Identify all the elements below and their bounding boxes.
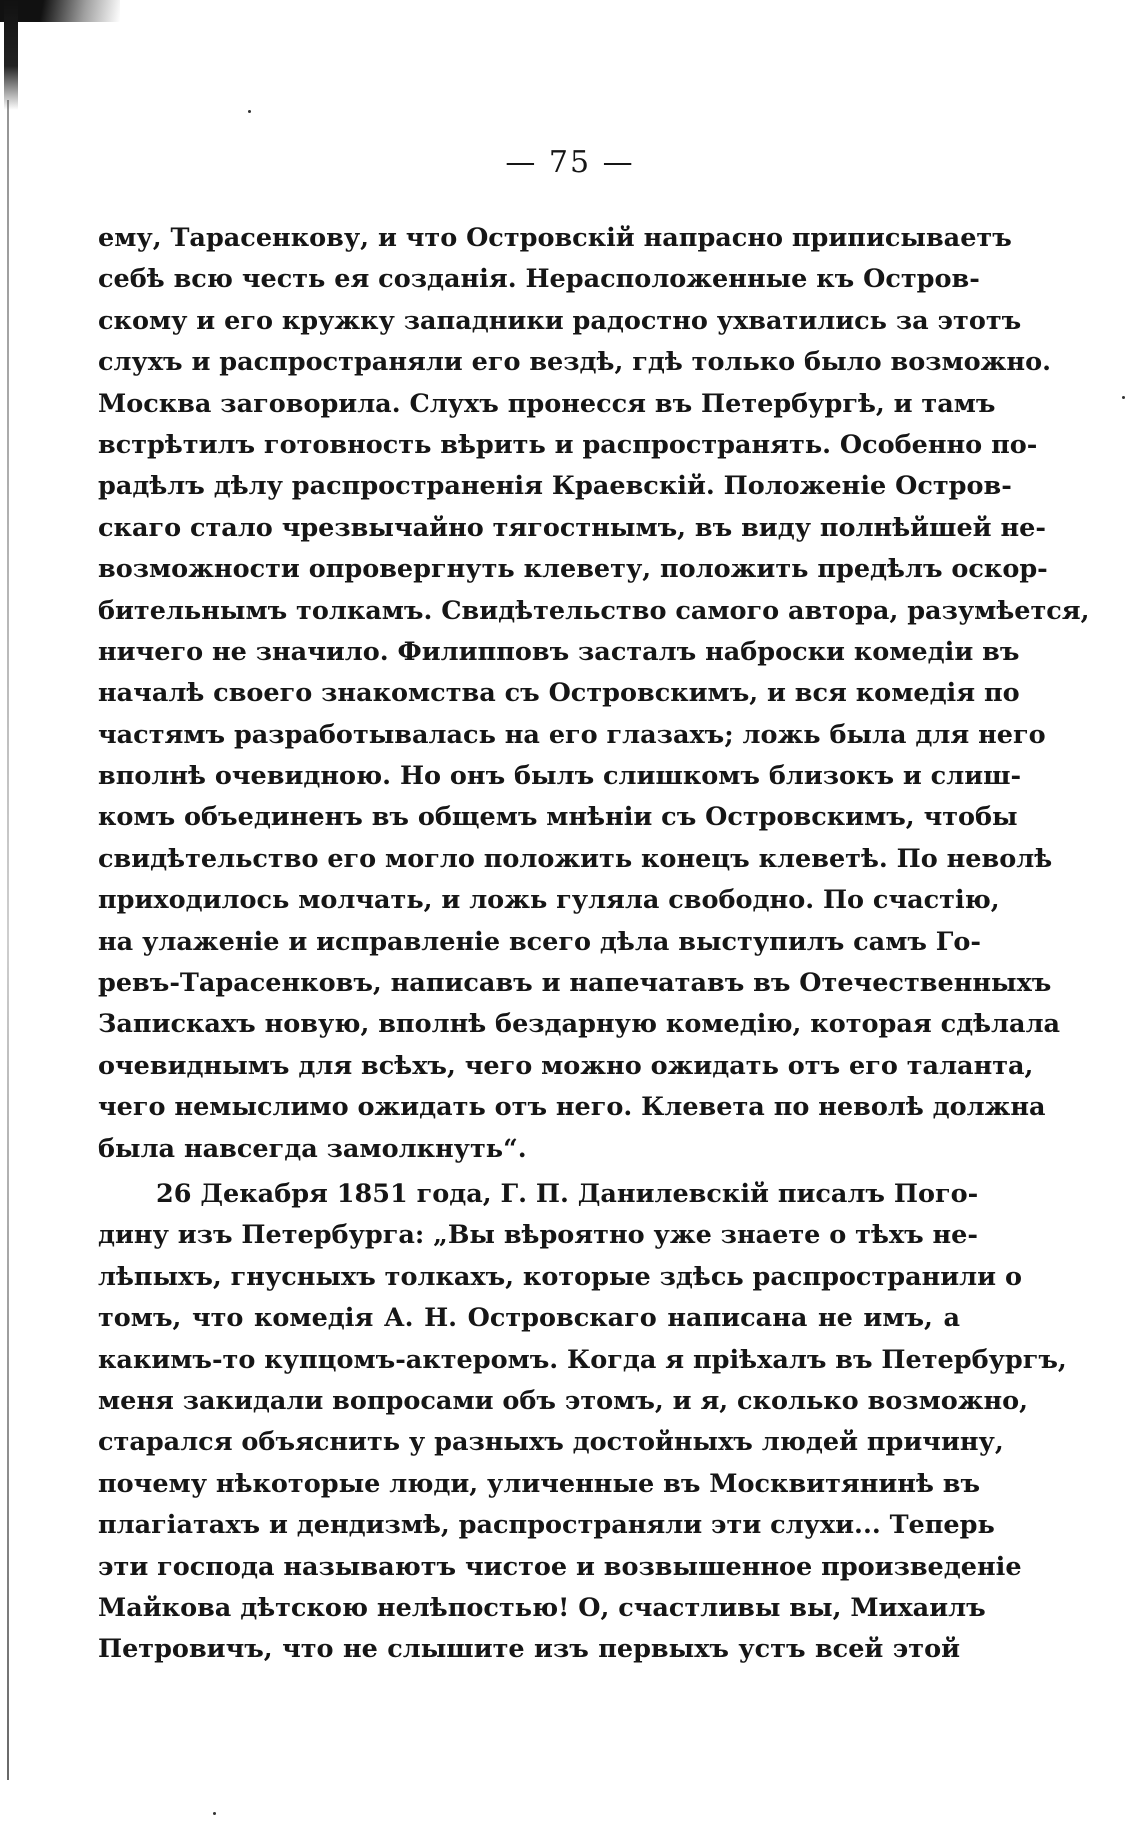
text-line: ничего не значило. Филипповъ засталъ наброски комедіи въ	[98, 636, 1020, 667]
text-line: ревъ-Тарасенковъ, написавъ и напечатавъ въ Отечественныхъ	[98, 968, 1052, 999]
text-line: приходилось молчать, и ложь гуляла свободно. По счастію,	[98, 885, 1000, 916]
text-line: 26 Декабря 1851 года, Г. П. Данилевскій писалъ Пого-	[156, 1178, 979, 1209]
text-line: бительнымъ толкамъ. Свидѣтельство самого автора, разумѣется,	[98, 595, 1090, 626]
body-text	[98, 218, 1090, 1671]
paragraph-2	[98, 1174, 1067, 1671]
text-line: радѣлъ дѣлу распространенія Краевскій. Положеніе Остров-	[98, 471, 1012, 502]
text-line: была навсегда замолкнуть“.	[98, 1133, 527, 1164]
page-number: — 75 —	[505, 145, 635, 180]
text-line: скому и его кружку западники радостно ухватились за этотъ	[98, 305, 1022, 336]
scan-speck	[213, 1812, 216, 1815]
text-line: частямъ разработывалась на его глазахъ; ложь была для него	[98, 719, 1046, 750]
text-line: слухъ и распространяли его вездѣ, гдѣ только было возможно.	[98, 347, 1051, 378]
text-line: началѣ своего знакомства съ Островскимъ, и вся комедія по	[98, 678, 1020, 709]
text-line: почему нѣкоторые люди, уличенные въ Москвитянинѣ въ	[98, 1468, 981, 1499]
text-line: себѣ всю честь ея созданія. Нерасположенные къ Остров-	[98, 264, 980, 295]
text-line: очевиднымъ для всѣхъ, чего можно ожидать отъ его таланта,	[98, 1050, 1034, 1081]
text-line: Майкова дѣтскою нелѣпостью! О, счастливы вы, Михаилъ	[98, 1592, 986, 1623]
text-line: лѣпыхъ, гнусныхъ толкахъ, которые здѣсь распространили о	[98, 1261, 1022, 1292]
text-line: чего немыслимо ожидать отъ него. Клевета по неволѣ должна	[98, 1092, 1046, 1123]
text-line: Петровичъ, что не слышите изъ первыхъ устъ всей этой	[98, 1634, 960, 1665]
text-line: томъ, что комедія А. Н. Островскаго написана не имъ, а	[98, 1303, 960, 1334]
scan-margin-line	[7, 100, 9, 1780]
scan-speck	[248, 110, 251, 113]
text-line: комъ объединенъ въ общемъ мнѣніи съ Островскимъ, чтобы	[98, 802, 1018, 833]
text-line: ему, Тарасенкову, и что Островскій напрасно приписываетъ	[98, 223, 1012, 253]
text-line: дину изъ Петербурга: „Вы вѣроятно уже знаете о тѣхъ не-	[98, 1220, 978, 1251]
text-line: Запискахъ новую, вполнѣ бездарную комедію, которая сдѣлала	[98, 1009, 1061, 1040]
text-line: эти господа называютъ чистое и возвышенное произведеніе	[98, 1551, 1022, 1582]
text-line: Москва заговорила. Слухъ пронесся въ Петербургѣ, и тамъ	[98, 388, 996, 419]
text-line: скаго стало чрезвычайно тягостнымъ, въ виду полнѣйшей не-	[98, 512, 1046, 543]
scan-edge-artifact	[0, 0, 120, 22]
scan-speck	[1122, 396, 1125, 399]
text-line: возможности опровергнуть клевету, положить предѣлъ оскор-	[98, 554, 1048, 585]
text-line: старался объяснить у разныхъ достойныхъ людей причину,	[98, 1427, 1004, 1458]
scan-edge-artifact	[4, 0, 18, 110]
text-line: свидѣтельство его могло положить конецъ клеветѣ. По неволѣ	[98, 843, 1053, 874]
text-line: меня закидали вопросами объ этомъ, и я, сколько возможно,	[98, 1385, 1029, 1416]
text-line: вполнѣ очевидною. Но онъ былъ слишкомъ близокъ и слиш-	[98, 761, 1022, 792]
text-line: на улаженіе и исправленіе всего дѣла выступилъ самъ Го-	[98, 926, 981, 957]
text-line: встрѣтилъ готовность вѣрить и распространять. Особенно по-	[98, 429, 1038, 460]
paragraph-1	[98, 218, 1090, 1170]
text-line: какимъ-то купцомъ-актеромъ. Когда я пріѣхалъ въ Петербургъ,	[98, 1344, 1067, 1375]
text-line: плагіатахъ и дендизмѣ, распространяли эти слухи... Теперь	[98, 1510, 995, 1541]
